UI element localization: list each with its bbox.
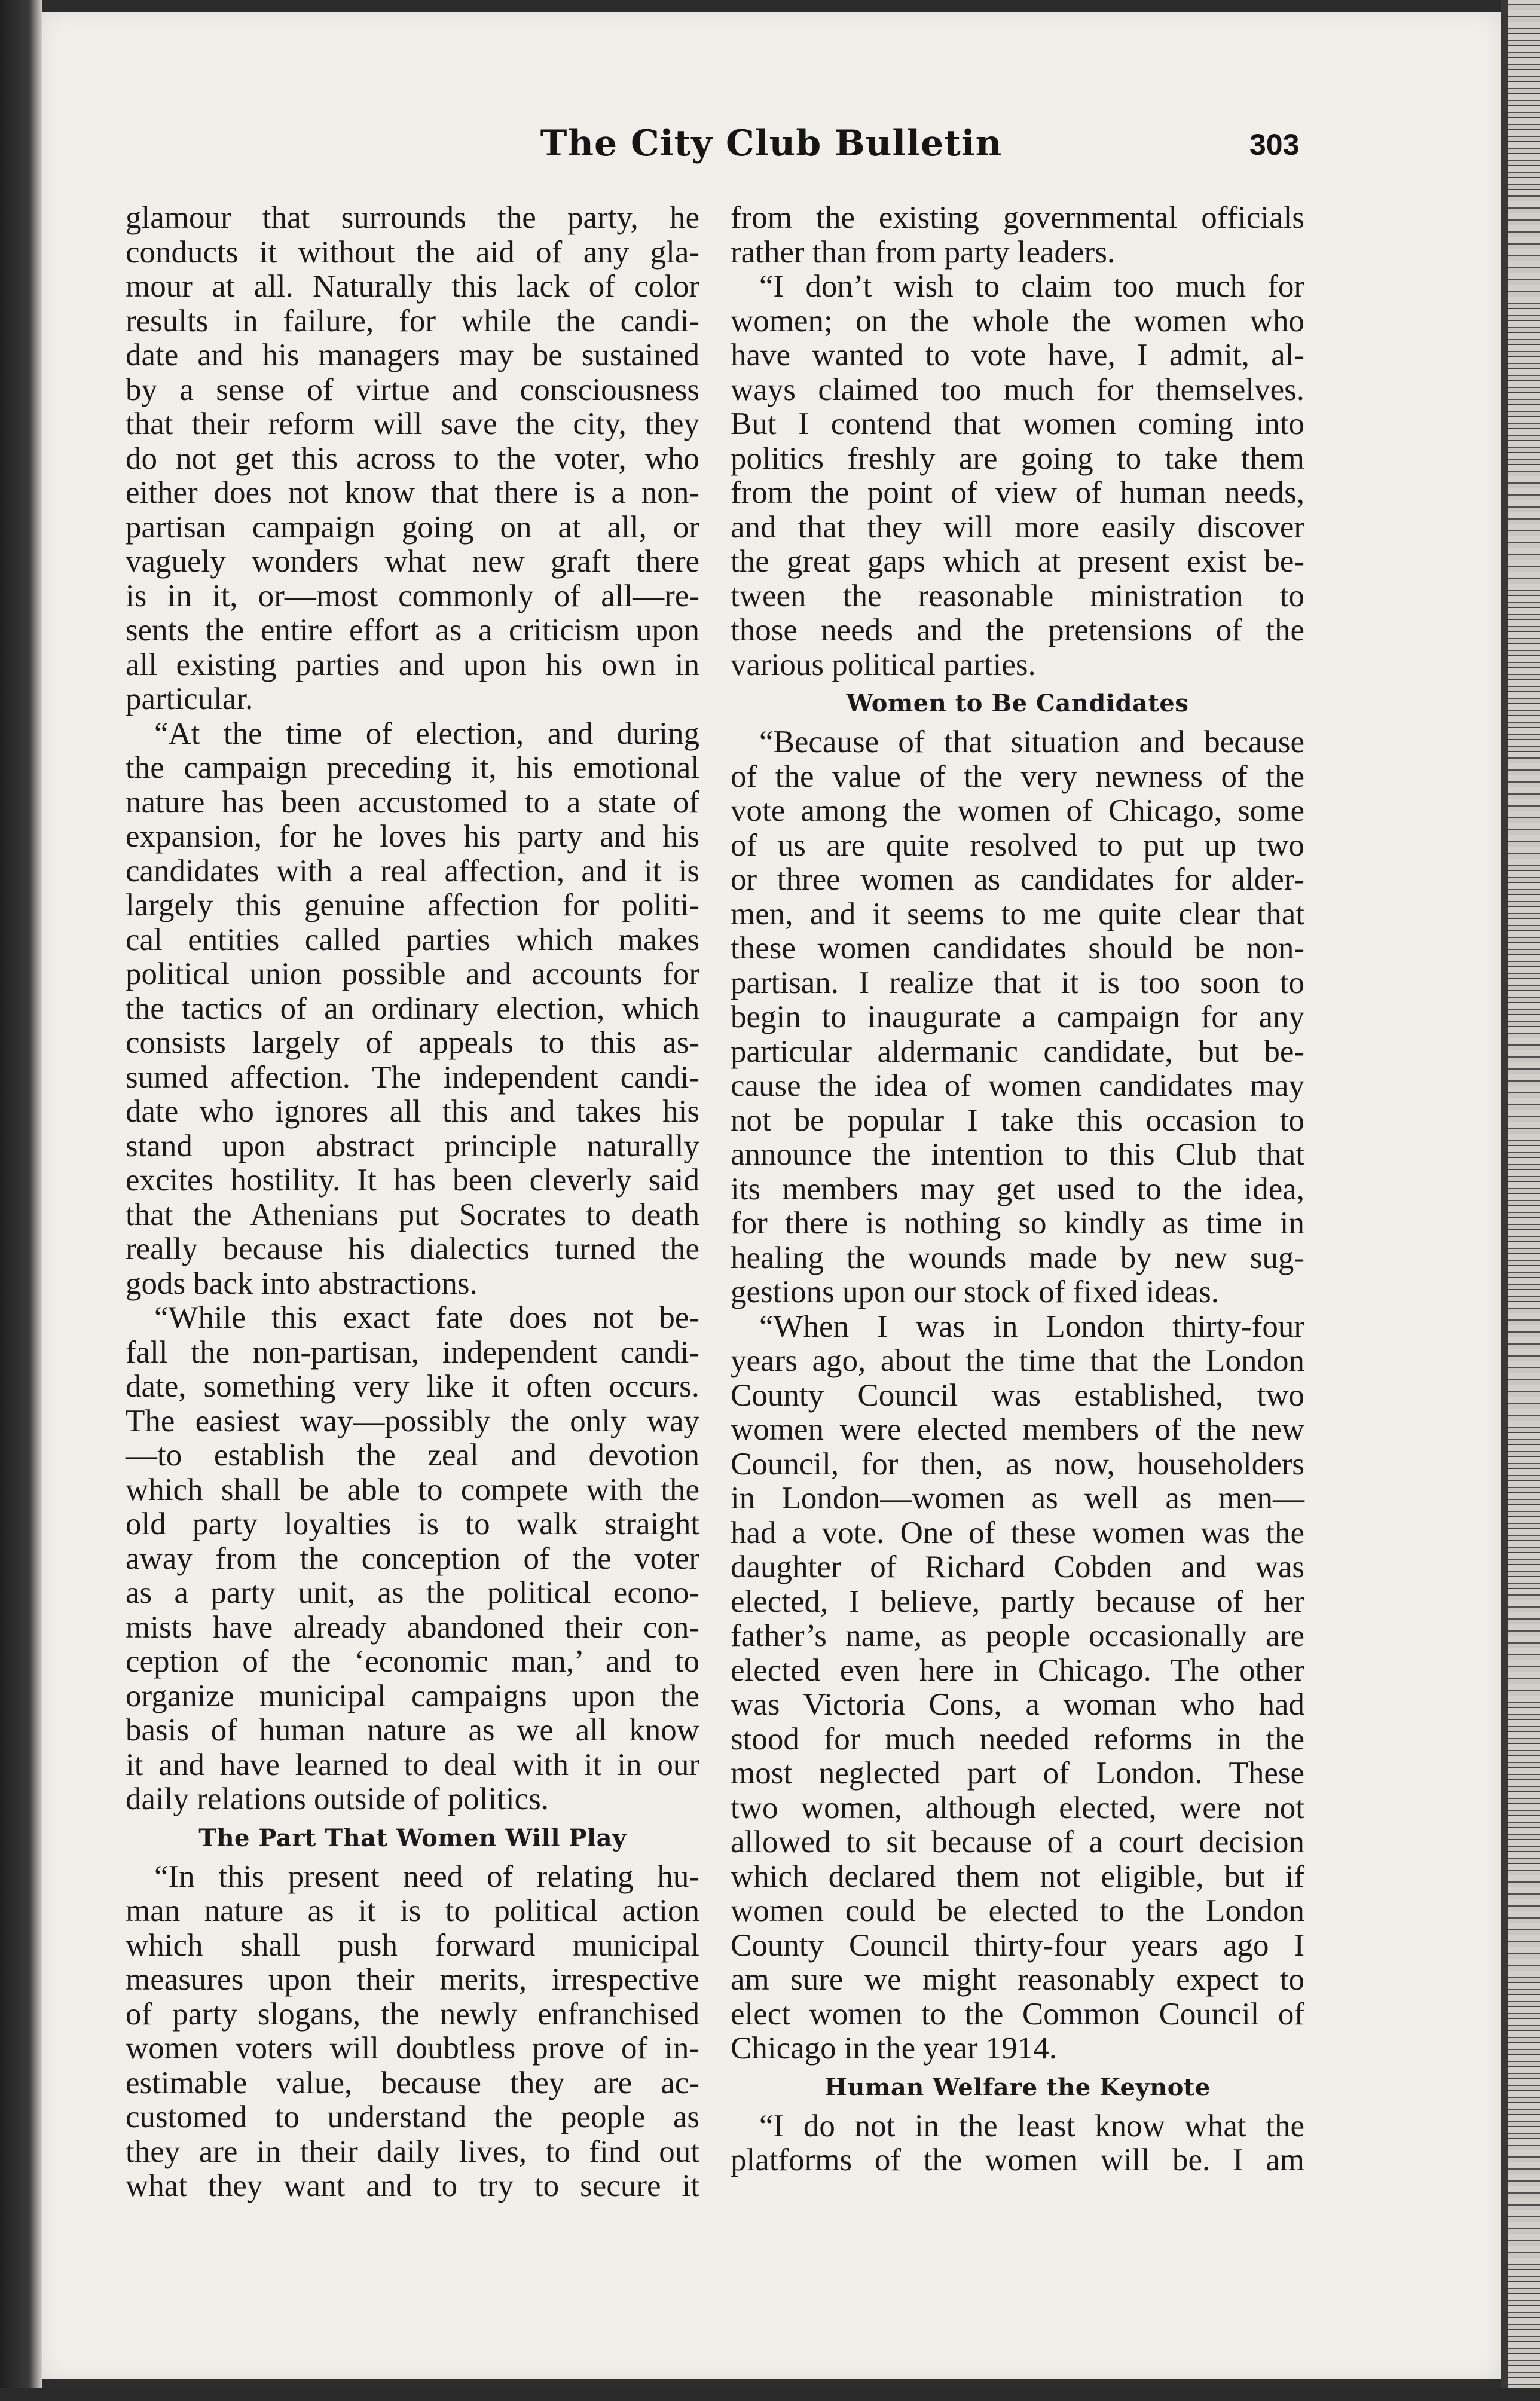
text-line: elect women to the Common Council of — [731, 1996, 1304, 2032]
text-line: the campaign preceding it, his emotional — [126, 750, 699, 785]
text-line: particular aldermanic candidate, but be- — [731, 1034, 1304, 1069]
text-line: glamour that surrounds the party, he — [126, 200, 699, 235]
page-number: 303 — [1249, 128, 1300, 161]
text-line: those needs and the pretensions of the — [731, 613, 1304, 647]
section-heading: Women to Be Candidates — [846, 689, 1189, 717]
text-line: “When I was in London thirty-four — [759, 1309, 1304, 1344]
scan-left-edge — [0, 0, 42, 2401]
journal-title: The City Club Bulletin — [540, 123, 1003, 164]
text-line: political union possible and accounts for — [126, 957, 699, 991]
text-line: “I do not in the least know what the — [759, 2108, 1304, 2143]
text-line: gods back into abstractions. — [126, 1266, 478, 1301]
text-line: stand upon abstract principle naturally — [126, 1128, 699, 1163]
text-line: daily relations outside of politics. — [126, 1782, 549, 1816]
text-line: “I don’t wish to claim too much for — [759, 269, 1304, 304]
text-line: candidates with a real affection, and it is — [126, 853, 699, 888]
text-line: begin to inaugurate a campaign for any — [731, 1000, 1304, 1034]
text-line: or three women as candidates for alder- — [731, 862, 1304, 897]
text-line: its members may get used to the idea, — [731, 1171, 1304, 1206]
text-line: gestions upon our stock of fixed ideas. — [731, 1275, 1219, 1309]
text-line: women could be elected to the London — [731, 1893, 1304, 1928]
text-line: of party slogans, the newly enfranchised — [126, 1996, 699, 2032]
text-line: stood for much needed reforms in the — [731, 1721, 1304, 1757]
text-line: mists have already abandoned their con- — [126, 1609, 699, 1645]
text-line: basis of human nature as we all know — [126, 1713, 699, 1748]
text-line: sumed affection. The independent candi- — [126, 1059, 699, 1095]
text-line: daughter of Richard Cobden and was — [731, 1550, 1304, 1584]
text-line: by a sense of virtue and consciousness — [126, 372, 699, 407]
text-line: man nature as it is to political action — [126, 1893, 699, 1928]
text-line: The easiest way—possibly the only way — [126, 1403, 699, 1438]
text-line: two women, although elected, were not — [731, 1790, 1304, 1825]
text-line: politics freshly are going to take them — [731, 441, 1304, 476]
text-line: men, and it seems to me quite clear that — [731, 896, 1304, 931]
scan-bottom-edge — [0, 2388, 1540, 2401]
text-line: “At the time of election, and during — [154, 716, 699, 751]
section-heading: The Part That Women Will Play — [198, 1823, 627, 1852]
text-line: County Council was established, two — [731, 1377, 1304, 1413]
text-line: years ago, about the time that the London — [731, 1343, 1304, 1378]
text-line: that their reform will save the city, they — [126, 407, 699, 441]
text-line: organize municipal campaigns upon the — [126, 1678, 699, 1713]
text-line: elected, I believe, partly because of her — [731, 1584, 1304, 1619]
text-line: announce the intention to this Club that — [731, 1137, 1304, 1172]
text-line: Chicago in the year 1914. — [731, 2031, 1058, 2066]
text-line: not be popular I take this occasion to — [731, 1102, 1304, 1138]
text-line: from the existing governmental officials — [731, 200, 1304, 235]
text-line: ways claimed too much for themselves. — [731, 372, 1304, 407]
right-text-column — [731, 201, 1304, 2178]
text-line: elected even here in Chicago. The other — [731, 1652, 1304, 1688]
text-line: of us are quite resolved to put up two — [731, 827, 1304, 863]
text-line: vaguely wonders what new graft there — [126, 544, 699, 579]
text-line: measures upon their merits, irrespective — [126, 1962, 699, 1997]
text-line: vote among the women of Chicago, some — [731, 793, 1304, 828]
text-line: father’s name, as people occasionally are — [731, 1618, 1304, 1653]
text-line: ception of the ‘economic man,’ and to — [126, 1644, 699, 1679]
text-line: away from the conception of the voter — [126, 1541, 699, 1576]
text-line: women; on the whole the women who — [731, 303, 1304, 338]
text-line: do not get this across to the voter, who — [126, 441, 699, 476]
text-line: from the point of view of human needs, — [731, 475, 1304, 510]
running-header — [42, 123, 1501, 188]
text-line: old party loyalties is to walk straight — [126, 1507, 699, 1541]
text-line: nature has been accustomed to a state of — [126, 784, 699, 820]
text-line: these women candidates should be non- — [731, 931, 1304, 966]
text-line: was Victoria Cons, a woman who had — [731, 1687, 1304, 1722]
text-line: really because his dialectics turned the — [126, 1232, 699, 1266]
text-line: and that they will more easily discover — [731, 509, 1304, 545]
text-line: date, something very like it often occurs. — [126, 1369, 699, 1404]
text-line: all existing parties and upon his own in — [126, 647, 699, 682]
text-line: platforms of the women will be. I am — [731, 2143, 1304, 2177]
text-line: in London—women as well as men— — [731, 1481, 1304, 1516]
text-line: for there is nothing so kindly as time in — [731, 1206, 1304, 1241]
text-line: have wanted to vote have, I admit, al- — [731, 338, 1304, 372]
text-line: excites hostility. It has been cleverly said — [126, 1163, 699, 1198]
text-line: mour at all. Naturally this lack of color — [126, 269, 699, 304]
text-line: County Council thirty-four years ago I — [731, 1927, 1304, 1963]
text-line: they are in their daily lives, to find out — [126, 2134, 699, 2169]
text-line: is in it, or—most commonly of all—re- — [126, 578, 699, 613]
text-line: either does not know that there is a non- — [126, 475, 699, 510]
text-line: consists largely of appeals to this as- — [126, 1025, 699, 1060]
text-line: as a party unit, as the political econo- — [126, 1575, 699, 1610]
text-line: rather than from party leaders. — [731, 234, 1116, 270]
text-line: am sure we might reasonably expect to — [731, 1962, 1304, 1997]
text-line: —to establish the zeal and devotion — [126, 1438, 699, 1473]
text-line: partisan. I realize that it is too soon to — [731, 965, 1304, 1000]
text-line: “While this exact fate does not be- — [154, 1300, 699, 1335]
text-line: results in failure, for while the candi- — [126, 303, 699, 338]
text-line: what they want and to try to secure it — [126, 2168, 699, 2203]
text-line: various political parties. — [731, 647, 1036, 682]
text-line: tween the reasonable ministration to — [731, 578, 1304, 613]
text-line: partisan campaign going on at all, or — [126, 509, 699, 545]
text-line: it and have learned to deal with it in our — [126, 1747, 699, 1782]
text-line: sents the entire effort as a criticism upon — [126, 613, 699, 647]
text-line: cause the idea of women candidates may — [731, 1068, 1304, 1103]
text-line: women voters will doubtless prove of in- — [126, 2031, 699, 2066]
text-line: estimable value, because they are ac- — [126, 2065, 699, 2100]
text-line: largely this genuine affection for politi- — [126, 888, 699, 922]
text-line: cal entities called parties which makes — [126, 922, 699, 957]
text-line: customed to understand the people as — [126, 2100, 699, 2134]
text-line: which declared them not eligible, but if — [731, 1859, 1304, 1894]
left-text-column — [126, 201, 699, 2204]
text-line: which shall be able to compete with the — [126, 1472, 699, 1507]
section-heading: Human Welfare the Keynote — [824, 2073, 1211, 2101]
text-line: most neglected part of London. These — [731, 1756, 1304, 1791]
text-line: date and his managers may be sustained — [126, 338, 699, 372]
text-line: that the Athenians put Socrates to death — [126, 1197, 699, 1232]
text-line: particular. — [126, 682, 253, 716]
text-line: “Because of that situation and because — [759, 725, 1304, 759]
text-line: fall the non-partisan, independent candi- — [126, 1334, 699, 1370]
text-line: the great gaps which at present exist be- — [731, 544, 1304, 579]
text-line: Council, for then, as now, householders — [731, 1446, 1304, 1481]
text-line: expansion, for he loves his party and his — [126, 819, 699, 854]
text-line: date who ignores all this and takes his — [126, 1094, 699, 1129]
text-line: which shall push forward municipal — [126, 1927, 699, 1963]
text-line: healing the wounds made by new sug- — [731, 1240, 1304, 1275]
text-line: allowed to sit because of a court decision — [731, 1825, 1304, 1859]
text-line: conducts it without the aid of any gla- — [126, 234, 699, 270]
scan-binding-edge — [1501, 0, 1540, 2401]
text-line: of the value of the very newness of the — [731, 759, 1304, 794]
text-line: But I contend that women coming into — [731, 407, 1304, 441]
text-line: women were elected members of the new — [731, 1412, 1304, 1447]
text-line: the tactics of an ordinary election, which — [126, 991, 699, 1026]
text-line: had a vote. One of these women was the — [731, 1515, 1304, 1550]
text-line: “In this present need of relating hu- — [154, 1859, 699, 1894]
